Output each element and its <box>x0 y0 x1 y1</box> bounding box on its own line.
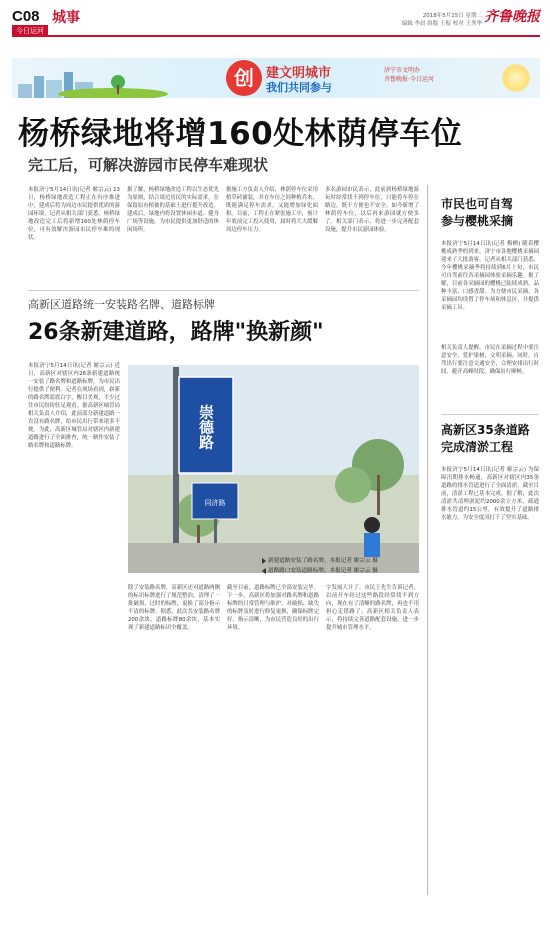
sun-icon <box>502 64 530 92</box>
banner-slogan-sub: 我们共同参与 <box>266 81 332 94</box>
caption-2-text: 道路路口安装道路标牌。本报记者 姬宗云 摄 <box>268 568 378 574</box>
skyline-icon <box>18 70 168 98</box>
main-subheadline: 完工后，可解决游园市民停车难现状 <box>28 156 269 174</box>
sub-section-tag: 今日运河 <box>12 25 48 37</box>
photo-caption-1 <box>262 556 378 564</box>
story2-column-3: 截至目前，道路标牌已全部安装完毕。下一步，高新区将加强对路名牌和道路标牌的日常管理与维护，对破损、缺失的标牌及时进行修复更换，确保标牌完好、指示清晰，为市民营造良好的出行环境。 <box>227 585 319 631</box>
road-sign-photo-art <box>128 365 419 573</box>
header-meta <box>402 12 482 28</box>
civic-banner <box>12 58 540 98</box>
story2-column-2: 除了安装路名牌，高新区还对道路两侧的标识标牌进行了规范整治，清理了一批破损、过时的标牌，更换了部分指示不清的标牌。据悉，此次共安装路名牌200余块、道路标牌80余块，基本实现了新建道路标识全覆盖。 <box>128 585 220 631</box>
sidebar-headline-2-line-2: 完成清淤工程 <box>441 440 514 454</box>
road-sign-photo <box>128 365 419 573</box>
sponsor-line-1: 济宁市文明办 <box>384 67 421 74</box>
newspaper-logo: 齐鲁晚报 <box>484 9 540 25</box>
sign-main-text: 崇德路 <box>197 404 215 450</box>
sidebar-headline-2-line-1: 高新区35条道路 <box>441 423 530 437</box>
caption-arrow-icon <box>262 558 266 564</box>
sidebar-story-1-text: 本报济宁5月14日讯(记者 梅栖) 随着樱桃成熟季的到来，济宁市各地樱桃采摘园迎来了大批游客。记者从相关部门获悉，今年樱桃采摘季将持续到6月上旬，市民可自驾前往各采摘园体验采摘乐趣。据了解，目前各采摘园的樱桃已陆续成熟，品种丰富，口感香甜。为方便市民采摘，各采摘园均设置了停车场和休息区，并提供采摘工具。 <box>441 241 539 311</box>
sidebar-divider-h <box>441 414 539 415</box>
story-divider <box>28 290 419 291</box>
header-rule <box>12 35 540 37</box>
sidebar-story-2-text: 本报济宁5月14日讯(记者 姬宗云) 为保障汛期排水畅通，高新区对辖区内35条道路的排水管道进行了全面清淤。截至目前，清淤工程已基本完成。据了解，此次清淤共清理淤泥约2000余立方米，疏通排水管道约15公里，有效提升了道路排水能力，为安全度汛打下了坚实基础。 <box>441 467 539 521</box>
editor-credits: 编辑 李晨 组版 王振 校对 王秀华 <box>401 21 482 27</box>
story1-column-3: 据施工方负责人介绍，林荫停车位采用植草砖铺装，并在车位之间种植乔木，既能满足停车需求，又能增加绿化面积。目前，工程正在紧张施工中，预计年底前完工投入使用，届时将大大缓解周边停车压力。 <box>226 187 318 233</box>
sidebar-story-1-text-cont: 相关负责人提醒，市民在采摘过程中要注意安全，爱护果树，文明采摘。同时，自驾出行要注意交通安全，合理安排出行时间，避开高峰时段，确保出行顺畅。 <box>441 345 539 375</box>
banner-slogan-main: 建文明城市 <box>266 66 332 81</box>
sidebar-headline-2 <box>441 422 541 456</box>
story2-kicker: 高新区道路统一安装路名牌、道路标牌 <box>28 298 215 311</box>
sidebar-divider <box>427 185 428 895</box>
sponsor-line-2: 齐鲁晚报·今日运河 <box>384 76 434 83</box>
caption-arrow-icon <box>262 568 266 574</box>
main-headline: 杨桥绿地将增160处林荫停车位 <box>18 116 463 152</box>
banner-sponsors <box>384 66 434 84</box>
page-number: C08 <box>12 8 40 25</box>
story2-column-4: 字发展大计了。市民王先生告诉记者，以前开车经过这些路段经常找不到方向，现在有了清晰的路名牌，再也不用担心走错路了。高新区相关负责人表示，将持续完善道路配套设施，进一步提升城市管理水平。 <box>326 585 419 631</box>
sidebar-headline-1-line-1: 市民也可自驾 <box>441 197 514 211</box>
section-name: 城事 <box>52 10 80 26</box>
story1-column-4: 多名游园市民表示，此前到杨桥绿地游玩时经常找不到停车位，只能将车停在路边，既不方便也不安全。如今新增了林荫停车位，以后再来游园就方便多了。相关部门表示，将进一步完善配套设施，提升市民游园体验。 <box>325 187 419 233</box>
banner-emblem: 创 <box>226 60 262 96</box>
sidebar-headline-1-line-2: 参与樱桃采摘 <box>441 214 514 228</box>
story2-column-1: 本报济宁5月14日讯(记者 姬宗云) 近日，高新区对辖区内26条新建道路统一安装了路名牌和道路标牌，为市民出行提供了便利。记者在现场看到，崭新的路名牌蓝底白字，醒目美观，不少过往市民纷纷驻足观看。据高新区城管局相关负责人介绍，此前部分新建道路一直没有路名牌，给市民出行带来诸多不便。为此，高新区城管局对辖区内新建道路进行了全面排查，统一制作安装了路名牌和道路标牌。 <box>28 363 120 449</box>
story1-column-1: 本报济宁5月14日讯(记者 姬宗云) 13日，杨桥绿地改造工程正在有序推进中，建成后将为周边市民提供优质的游园环境。记者从相关部门获悉，杨桥绿地改造完工后将新增160处林荫停车位，可有效解决游园市民停车难的现状。 <box>28 187 120 241</box>
masthead <box>12 8 540 34</box>
story2-headline: 26条新建道路，路牌"换新颜" <box>28 320 324 345</box>
photo-caption-2 <box>262 566 378 574</box>
story1-column-2: 据了解，杨桥绿地改造工程以生态优先为原则，结合周边居民的实际需求，在保留原有植被的基础上进行提升改造。建成后，绿地内将设置休闲步道、健身广场等设施，为市民提供更加舒适的休闲场所。 <box>127 187 219 233</box>
caption-1-text: 新建道路安装了路名牌。本报记者 姬宗云 摄 <box>268 558 378 564</box>
sign-small-text: 同济路 <box>204 499 226 507</box>
sidebar-headline-1 <box>441 196 541 230</box>
issue-date: 2018年5月15日 星期二 <box>422 13 482 19</box>
